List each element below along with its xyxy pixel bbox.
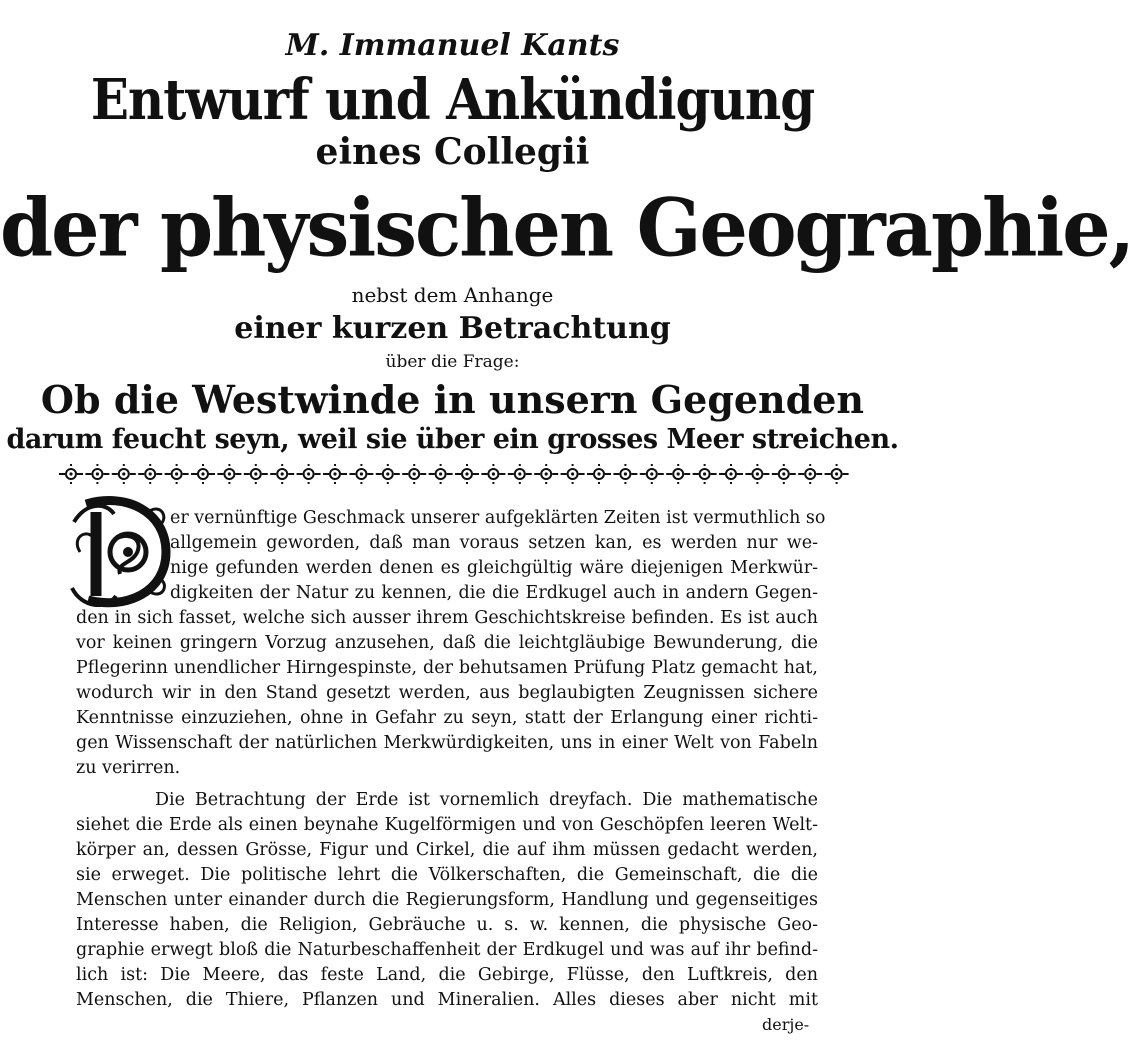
ornament-motif [244, 464, 268, 484]
ornament-motif [59, 464, 83, 484]
title-line-collegii: eines Collegii [315, 131, 590, 173]
ornament-motif [217, 464, 241, 484]
ornament-motif [798, 464, 822, 484]
ornament-divider [58, 462, 848, 486]
ornament-motif [297, 464, 321, 484]
text-line: den in sich fasset, welche sich ausser ihrem Geschichtskreise befinden. Es ist auch [76, 608, 818, 628]
text-line: siehet die Erde als einen beynahe Kugelförmigen und von Geschöpfen leeren Welt- [76, 815, 818, 835]
text-line: sie erweget. Die politische lehrt die Völkerschaften, die Gemeinschaft, die die [76, 865, 818, 885]
ornament-motif [561, 464, 585, 484]
text-line: digkeiten der Natur zu kennen, die die Erdkugel auch in andern Gegen- [170, 583, 818, 603]
ornament-motif [508, 464, 532, 484]
text-line: graphie erwegt bloß die Naturbeschaffenheit der Erdkugel und was auf ihr befind- [76, 940, 818, 960]
ornament-motif [693, 464, 717, 484]
ornament-motif [376, 464, 400, 484]
text-line: Pflegerinn unendlicher Hirngespinste, der behutsamen Prüfung Platz gemacht hat, [76, 658, 818, 678]
drop-cap-flourish [66, 492, 172, 612]
ornament-motif [640, 464, 664, 484]
ornament-motif [587, 464, 611, 484]
ornament-motif [825, 464, 849, 484]
text-line: er vernünftige Geschmack unserer aufgeklärten Zeiten ist vermuthlich so [170, 508, 826, 528]
text-line: zu verirren. [76, 758, 181, 778]
ornament-motif [270, 464, 294, 484]
text-line: Kenntnisse einzuziehen, ohne in Gefahr zu seyn, statt der Erlangung einer richti- [76, 708, 818, 728]
ornament-motif [349, 464, 373, 484]
ornament-motif [534, 464, 558, 484]
text-line: Menschen unter einander durch die Regierungsform, Handlung und gegenseitiges [76, 890, 818, 910]
ornament-motif [85, 464, 109, 484]
question-line-2: darum feucht seyn, weil sie über ein grosses Meer streichen. [6, 424, 899, 455]
main-title: der physischen Geographie, [0, 180, 1133, 275]
text-line: wodurch wir in den Stand gesetzt werden, aus beglaubigten Zeugnissen sichere [76, 683, 818, 703]
title-line-betrachtung: einer kurzen Betrachtung [234, 311, 671, 346]
ornament-motif [666, 464, 690, 484]
ornament-motif [613, 464, 637, 484]
ornament-motif [402, 464, 426, 484]
drop-cap [66, 492, 172, 612]
text-line: allgemein geworden, daß man voraus setzen kan, es werden nur we- [170, 533, 818, 553]
text-line: Interesse haben, die Religion, Gebräuche u. s. w. kennen, die physische Geo- [76, 915, 818, 935]
ornament-motif [165, 464, 189, 484]
ornament-motif [745, 464, 769, 484]
text-line: Menschen, die Thiere, Pflanzen und Mineralien. Alles dieses aber nicht mit [76, 990, 818, 1010]
ornament-motif [481, 464, 505, 484]
title-line-anhang: nebst dem Anhange [351, 283, 554, 307]
title-line-frage: über die Frage: [385, 352, 520, 372]
ornament-motif [455, 464, 479, 484]
text-line: körper an, dessen Grösse, Figur und Cirkel, die auf ihm müssen gedacht werden, [76, 840, 818, 860]
ornament-motif [323, 464, 347, 484]
text-line: lich ist: Die Meere, das feste Land, die Gebirge, Flüsse, den Luftkreis, den [76, 965, 818, 985]
text-line: nige gefunden werden denen es gleichgültig wäre diejenigen Merkwür- [170, 558, 818, 578]
text-line: Die Betrachtung der Erde ist vornemlich dreyfach. Die mathematische [155, 790, 818, 810]
ornament-motif [429, 464, 453, 484]
text-line: gen Wissenschaft der natürlichen Merkwürdigkeiten, uns in einer Welt von Fabeln [76, 733, 818, 753]
ornament-motif [191, 464, 215, 484]
ornament-motif [719, 464, 743, 484]
question-line-1: Ob die Westwinde in unsern Gegenden [40, 377, 865, 422]
ornament-motif [112, 464, 136, 484]
author-line: M. Immanuel Kants [285, 28, 620, 63]
ornament-motif [138, 464, 162, 484]
catchword: derje- [762, 1015, 810, 1034]
text-line: vor keinen gringern Vorzug anzusehen, daß die leichtgläubige Bewunderung, die [76, 633, 818, 653]
ornament-motif [772, 464, 796, 484]
title-line-entwurf: Entwurf und Ankündigung [90, 66, 815, 133]
